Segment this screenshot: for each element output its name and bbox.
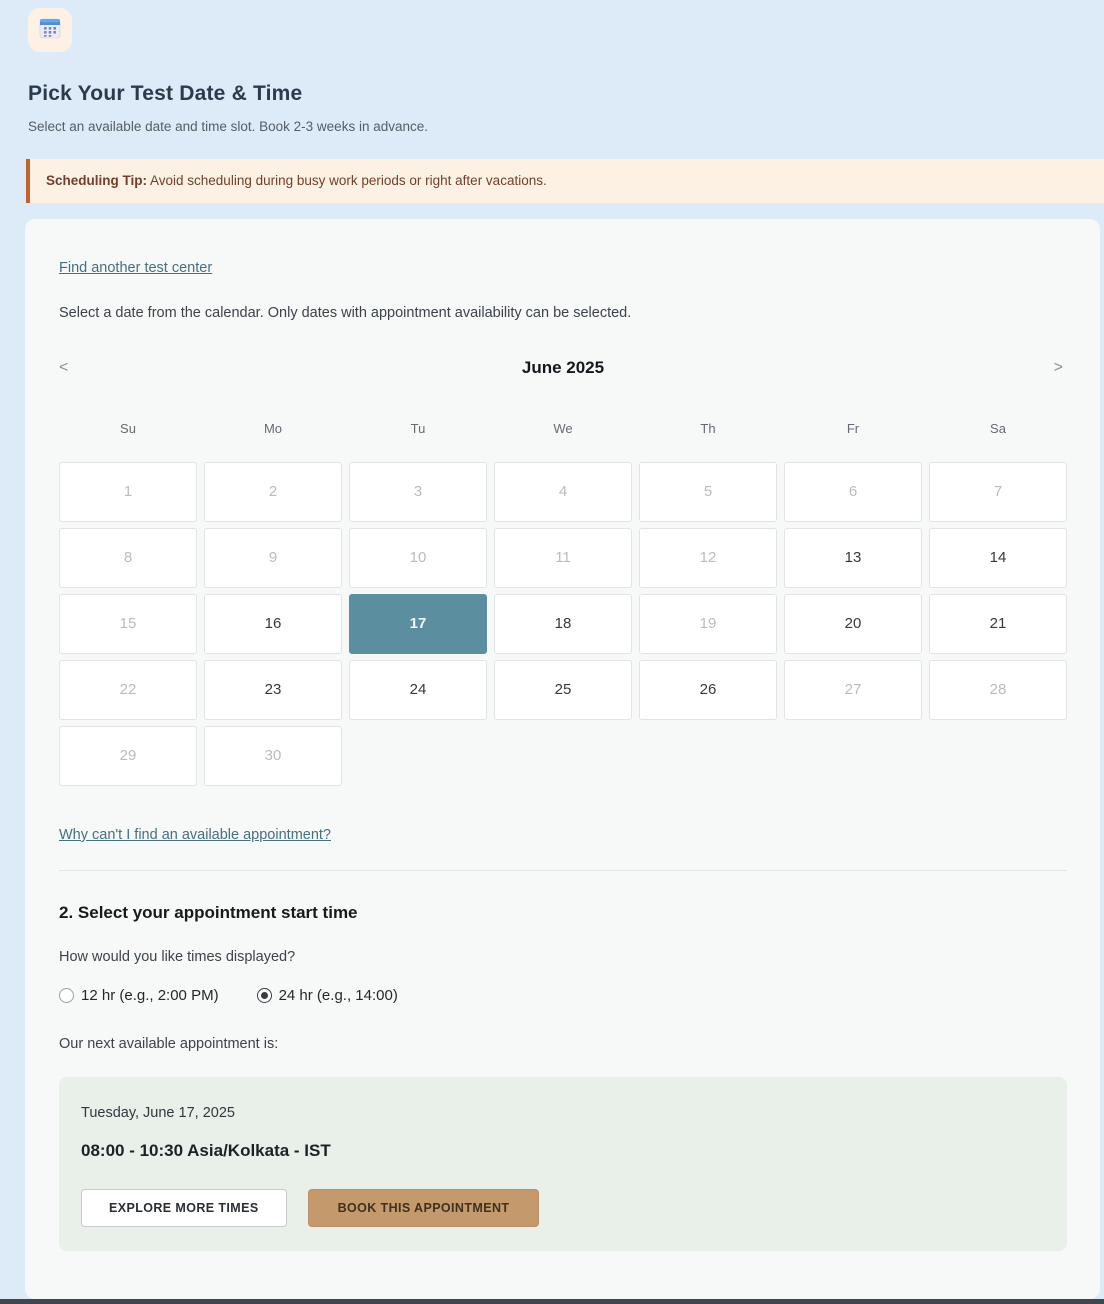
calendar-day-27: 27 xyxy=(784,660,922,720)
scheduling-tip-label: Scheduling Tip: xyxy=(46,173,147,188)
weekday-row xyxy=(59,421,1067,436)
time-format-question: How would you like times displayed? xyxy=(59,949,296,965)
calendar-day-12: 12 xyxy=(639,528,777,588)
next-available-label: Our next available appointment is: xyxy=(59,1036,279,1052)
calendar-day-15: 15 xyxy=(59,594,197,654)
calendar-day-21[interactable]: 21 xyxy=(929,594,1067,654)
section-divider xyxy=(59,870,1067,871)
book-this-appointment-button[interactable]: BOOK THIS APPOINTMENT xyxy=(308,1189,540,1227)
calendar-day-7: 7 xyxy=(929,462,1067,522)
weekday-label-sa: Sa xyxy=(990,421,1006,436)
calendar-day-3: 3 xyxy=(349,462,487,522)
radio-circle-icon[interactable] xyxy=(257,988,272,1003)
calendar-grid xyxy=(59,462,1067,786)
weekday-label-su: Su xyxy=(120,421,136,436)
page-subtitle: Select an available date and time slot. Book 2-3 weeks in advance. xyxy=(28,119,428,134)
calendar-day-29: 29 xyxy=(59,726,197,786)
calendar-day-4: 4 xyxy=(494,462,632,522)
appointment-time: 08:00 - 10:30 Asia/Kolkata - IST xyxy=(81,1141,331,1160)
scheduling-tip-text: Avoid scheduling during busy work periods or right after vacations. xyxy=(147,173,547,188)
calendar-day-22: 22 xyxy=(59,660,197,720)
weekday-label-tu: Tu xyxy=(410,421,426,436)
scheduler-card xyxy=(25,219,1100,1299)
calendar-day-25[interactable]: 25 xyxy=(494,660,632,720)
weekday-label-mo: Mo xyxy=(263,421,283,436)
time-format-radio-24hr[interactable] xyxy=(257,987,398,1004)
appointment-date: Tuesday, June 17, 2025 xyxy=(81,1105,235,1121)
calendar-day-14[interactable]: 14 xyxy=(929,528,1067,588)
time-format-radio-group xyxy=(59,987,1067,1004)
window-bottom-edge xyxy=(0,1299,1104,1304)
calendar-day-23[interactable]: 23 xyxy=(204,660,342,720)
calendar-day-16[interactable]: 16 xyxy=(204,594,342,654)
calendar-day-17[interactable]: 17 xyxy=(349,594,487,654)
calendar-instructions: Select a date from the calendar. Only dates with appointment availability can be selected. xyxy=(59,305,632,321)
time-section-heading: 2. Select your appointment start time xyxy=(59,903,358,922)
calendar-day-10: 10 xyxy=(349,528,487,588)
calendar-day-18[interactable]: 18 xyxy=(494,594,632,654)
calendar-icon-tile xyxy=(28,8,72,52)
weekday-label-we: We xyxy=(553,421,573,436)
calendar-day-6: 6 xyxy=(784,462,922,522)
calendar-day-2: 2 xyxy=(204,462,342,522)
calendar-day-30: 30 xyxy=(204,726,342,786)
page-title: Pick Your Test Date & Time xyxy=(28,82,303,105)
prev-month-icon[interactable]: < xyxy=(59,359,69,376)
weekday-label-fr: Fr xyxy=(846,421,860,436)
calendar-day-11: 11 xyxy=(494,528,632,588)
calendar-nav xyxy=(59,357,1067,379)
explore-more-times-button[interactable]: EXPLORE MORE TIMES xyxy=(81,1189,287,1227)
calendar-day-8: 8 xyxy=(59,528,197,588)
calendar-month-label: June 2025 xyxy=(521,358,605,377)
radio-label: 24 hr (e.g., 14:00) xyxy=(278,987,398,1004)
calendar-day-24[interactable]: 24 xyxy=(349,660,487,720)
calendar-day-28: 28 xyxy=(929,660,1067,720)
calendar-day-13[interactable]: 13 xyxy=(784,528,922,588)
page-header xyxy=(0,0,1104,134)
radio-circle-icon[interactable] xyxy=(59,988,74,1003)
find-another-test-center-link[interactable]: Find another test center xyxy=(59,260,213,276)
calendar-day-1: 1 xyxy=(59,462,197,522)
next-month-icon[interactable]: > xyxy=(1053,359,1063,376)
appointment-box xyxy=(59,1077,1067,1251)
calendar-day-20[interactable]: 20 xyxy=(784,594,922,654)
calendar-day-19: 19 xyxy=(639,594,777,654)
radio-label: 12 hr (e.g., 2:00 PM) xyxy=(81,987,219,1004)
calendar-day-5: 5 xyxy=(639,462,777,522)
why-no-appointment-link[interactable]: Why can't I find an available appointment? xyxy=(59,827,331,843)
time-format-radio-12hr[interactable] xyxy=(59,987,219,1004)
appointment-buttons xyxy=(81,1189,1045,1227)
calendar-icon xyxy=(37,15,63,46)
calendar-day-26[interactable]: 26 xyxy=(639,660,777,720)
scheduling-tip-banner xyxy=(26,159,1104,203)
weekday-label-th: Th xyxy=(700,421,716,436)
calendar-day-9: 9 xyxy=(204,528,342,588)
